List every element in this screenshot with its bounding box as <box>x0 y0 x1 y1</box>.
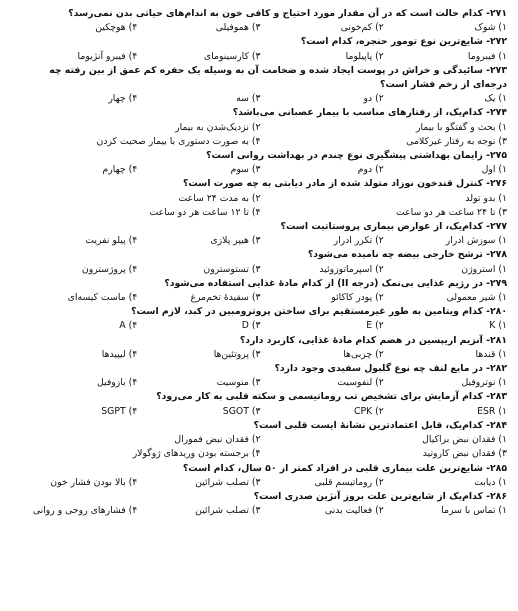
answer-option[interactable]: ۴) پیلو نفریت <box>85 235 138 247</box>
answer-option[interactable]: ۳) D <box>241 320 261 332</box>
question-stem: ۲۸۵- شایع‌ترین علت بیماری قلبی در افراد کمتر از ۵۰ سال، کدام است؟ <box>182 462 507 474</box>
answer-options <box>14 234 507 248</box>
question-stem: ۲۸۶- کدام‌یک از شایع‌ترین علت بروز آنژین صدری است؟ <box>253 490 507 502</box>
answer-option[interactable]: ۱) استروژن <box>461 263 507 275</box>
answer-option[interactable]: ۴) تا ۱۲ ساعت هر دو ساعت <box>149 206 261 218</box>
question-item <box>14 7 507 35</box>
answer-option[interactable]: ۳) فقدان نبض کاروتید <box>422 448 507 460</box>
question-item <box>14 305 507 333</box>
answer-option[interactable]: ۴) پروژسترون <box>81 263 138 275</box>
answer-option[interactable]: ۲) پاپیلوما <box>345 50 384 62</box>
question-stem: ۲۸۲- در مایع لنف چه نوع گلبول سفیدی وجود دارد؟ <box>274 363 507 375</box>
answer-option[interactable]: ۴) چهار <box>108 93 138 105</box>
answer-option[interactable]: ۴) فیبرو آنژیوما <box>77 50 138 62</box>
question-stem: ۲۸۴- کدام‌یک، قابل اعتمادترین نشانهٔ ایست قلبی است؟ <box>253 419 507 431</box>
answer-option[interactable]: ۲) دو <box>363 93 384 105</box>
answer-option[interactable]: ۳) کارسینومای <box>203 50 261 62</box>
question-stem: ۲۷۹- در رژیم غذایی بی‌نمک (درجه II) از کدام مادهٔ غذایی استفاده می‌شود؟ <box>164 277 507 289</box>
question-item <box>14 35 507 63</box>
answer-option[interactable]: ۴) چهارم <box>102 164 138 176</box>
question-stem: ۲۷۱- کدام حالت است که در آن مقدار مورد احتیاج و کافی خون به اندام‌های حیاتی بدن نمی‌رسد؟ <box>68 8 507 19</box>
answer-option[interactable]: ۳) تستوسترون <box>203 263 261 275</box>
question-item <box>14 462 507 490</box>
question-item <box>14 248 507 276</box>
answer-option[interactable]: ۲) فقدان نبض فمورال <box>174 434 261 446</box>
answer-option[interactable]: ۲) پودر کاکائو <box>331 292 384 304</box>
answer-options <box>14 476 507 490</box>
question-item <box>14 149 507 177</box>
answer-options <box>14 121 507 149</box>
answer-option[interactable]: ۱) بدو تولد <box>465 192 507 204</box>
answer-option[interactable]: ۲) نزدیک‌شدن به بیمار <box>175 121 261 133</box>
question-stem: ۲۷۶- کنترل قندخون نوزاد متولد شده از مادر دیابتی به چه صورت است؟ <box>182 178 507 190</box>
answer-option[interactable]: ۱) فیبروما <box>467 50 507 62</box>
answer-option[interactable]: ۲) چربی‌ها <box>343 348 384 360</box>
answer-option[interactable]: ۱) دیابت <box>474 476 507 488</box>
answer-option[interactable]: ۱) شیر معمولی <box>446 292 507 304</box>
answer-option[interactable]: ۳) توجه به رفتار غیرکلامی <box>406 135 507 147</box>
question-item <box>14 220 507 248</box>
answer-option[interactable]: ۴) بازوفیل <box>96 377 138 389</box>
answer-options <box>14 263 507 277</box>
answer-option[interactable]: ۲) لنفوسیت <box>337 377 384 389</box>
answer-option[interactable]: ۳) منوسیت <box>216 377 261 389</box>
answer-option[interactable]: ۴) لیپیدها <box>101 348 138 360</box>
answer-option[interactable]: ۴) بالا بودن فشار خون <box>50 476 138 488</box>
answer-option[interactable]: ۳) تا ۲۴ ساعت هر دو ساعت <box>395 206 507 218</box>
answer-option[interactable]: ۱) قندها <box>475 348 507 360</box>
answer-options <box>14 92 507 106</box>
answer-options <box>14 405 507 419</box>
question-item <box>14 362 507 390</box>
answer-options <box>14 163 507 177</box>
question-stem: ۲۸۳- کدام آزمایش برای تشخیص تب روماتیسمی و سکته قلبی به کار می‌رود؟ <box>156 391 507 403</box>
answer-option[interactable]: ۲) به مدت ۲۴ ساعت <box>178 192 261 204</box>
answer-option[interactable]: ۴) SGPT <box>101 405 138 417</box>
answer-options <box>14 319 507 333</box>
answer-options <box>14 504 507 518</box>
answer-option[interactable]: ۴) برجسته بودن وریدهای ژوگولار <box>132 448 261 460</box>
answer-option[interactable]: ۲) روماتیسم قلبی <box>314 476 384 488</box>
answer-option[interactable]: ۲) فعالیت بدنی <box>324 505 384 517</box>
answer-options <box>14 291 507 305</box>
answer-option[interactable]: ۳) SGOT <box>222 405 261 417</box>
question-item <box>14 419 507 462</box>
answer-option[interactable]: ۱) تماس با سرما <box>441 505 507 517</box>
answer-option[interactable]: ۱) بحث و گفتگو با بیمار <box>416 121 507 133</box>
question-item <box>14 177 507 220</box>
answer-option[interactable]: ۱) یک <box>484 93 507 105</box>
question-item <box>14 106 507 149</box>
question-stem: ۲۷۴- کدام‌یک، از رفتارهای مناسب با بیمار عصبانی می‌باشد؟ <box>232 107 507 119</box>
answer-option[interactable]: ۳) هموفیلی <box>215 22 261 34</box>
answer-option[interactable]: ۴) فشارهای روحی و روانی <box>32 505 138 517</box>
question-stem: ۲۸۰- کدام ویتامین به طور غیرمستقیم برای ساختن پروترومبین در کبد، لازم است؟ <box>131 306 507 318</box>
question-stem: ۲۷۵- زایمان بهداشتی پیشگیری نوع چندم در بهداشت روانی است؟ <box>206 150 507 162</box>
answer-option[interactable]: ۲) تکرر ادرار <box>333 235 384 247</box>
answer-option[interactable]: ۲) اسپرماتوزوئید <box>319 263 384 275</box>
answer-options <box>14 348 507 362</box>
answer-option[interactable]: ۴) A <box>119 320 138 332</box>
answer-option[interactable]: ۲) کم‌خونی <box>340 22 384 34</box>
answer-options <box>14 192 507 220</box>
question-stem: ۲۷۸- ترشح خارجی بیضه چه نامیده می‌شود؟ <box>307 249 507 261</box>
answer-option[interactable]: ۳) سفیدهٔ تخم‌مرغ <box>190 292 261 304</box>
answer-option[interactable]: ۱) فقدان نبض براکیال <box>422 434 507 446</box>
answer-options <box>14 376 507 390</box>
answer-option[interactable]: ۱) ESR <box>477 405 507 417</box>
question-item <box>14 64 507 107</box>
answer-option[interactable]: ۱) اول <box>481 164 507 176</box>
question-item <box>14 334 507 362</box>
answer-option[interactable]: ۴) به صورت دستوری با بیمار صحبت کردن <box>96 135 261 147</box>
question-stem: ۲۷۲- شایع‌ترین نوع تومور حنجره، کدام است؟ <box>300 36 507 48</box>
answer-option[interactable]: ۴) هوچکین <box>95 22 138 34</box>
answer-option[interactable]: ۲) E <box>366 320 384 332</box>
answer-option[interactable]: ۳) تصلب شرائین <box>195 505 261 517</box>
answer-option[interactable]: ۳) تصلب شرائین <box>195 476 261 488</box>
answer-option[interactable]: ۲) CPK <box>353 405 384 417</box>
answer-option[interactable]: ۳) هیپر پلازی <box>210 235 261 247</box>
question-stem: ۲۸۱- آنزیم اریپسین در هضم کدام مادهٔ غذایی، کاربرد دارد؟ <box>239 334 507 346</box>
answer-options <box>14 21 507 35</box>
answer-option[interactable]: ۴) ماست کیسه‌ای <box>67 292 138 304</box>
answer-option[interactable]: ۱) نوتروفیل <box>461 377 507 389</box>
answer-option[interactable]: ۱) K <box>489 320 507 332</box>
question-stem: ۲۷۷- کدام‌یک، از عوارض بیماری پروستاتیت است؟ <box>280 221 507 233</box>
answer-option[interactable]: ۱) سوزش ادرار <box>445 235 507 247</box>
answer-option[interactable]: ۳) پروتئین‌ها <box>213 348 261 360</box>
answer-option[interactable]: ۱) شوک <box>474 22 507 34</box>
question-stem: ۲۷۳- سائیدگی و خراش در پوست ایجاد شده و ضخامت آن به وسیله یک حفره کم عمق از بین رفته چه درجه‌ای از زخم فشار است؟ <box>49 64 507 91</box>
question-item <box>14 390 507 418</box>
answer-option[interactable]: ۲) دوم <box>357 164 384 176</box>
answer-option[interactable]: ۳) سه <box>236 93 261 105</box>
answer-option[interactable]: ۳) سوم <box>230 164 261 176</box>
question-list <box>14 7 507 518</box>
answer-options <box>14 433 507 461</box>
question-item <box>14 490 507 518</box>
question-item <box>14 277 507 305</box>
answer-options <box>14 50 507 64</box>
